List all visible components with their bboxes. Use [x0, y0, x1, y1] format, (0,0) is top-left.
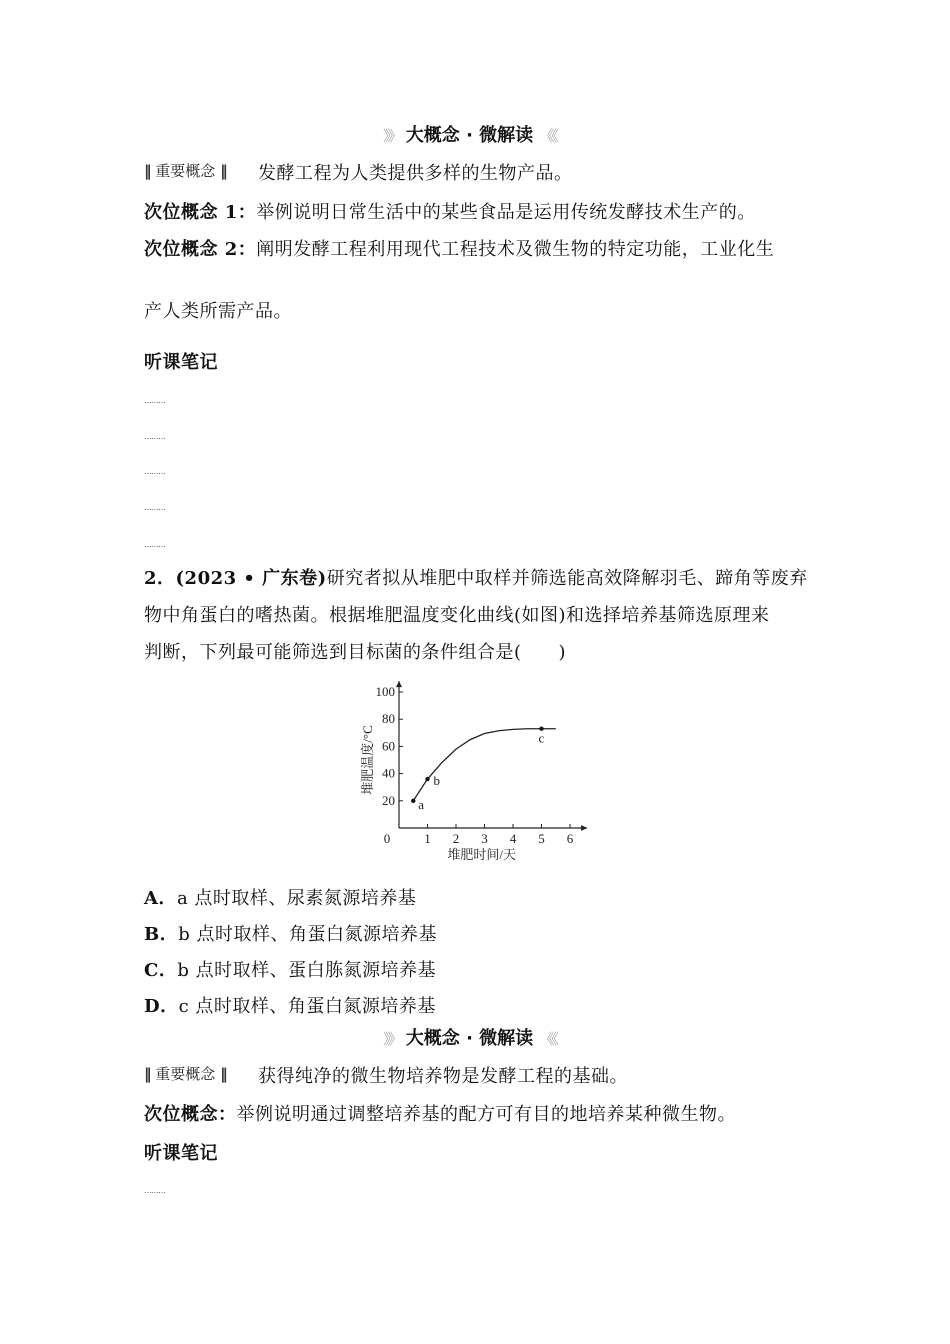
option-a[interactable]: [144, 884, 416, 910]
note-line[interactable]: ………: [144, 396, 165, 405]
question-number: 2．: [144, 568, 176, 589]
y-tick-label: 40: [382, 765, 395, 781]
tag-bar-icon: ‖: [220, 162, 227, 180]
note-line[interactable]: ………: [144, 503, 165, 512]
key-concept-text: 发酵工程为人类提供多样的生物产品。: [258, 163, 573, 184]
sub-concept-1: [144, 198, 756, 224]
sub-concept: [144, 1100, 736, 1126]
y-tick-label: 80: [382, 711, 395, 727]
x-axis-arrow-icon: [581, 825, 587, 831]
sub-concept-2-continued: 产人类所需产品。: [144, 301, 292, 322]
tag-bar-icon: ‖: [144, 162, 151, 180]
x-tick-label: 3: [481, 831, 488, 846]
tag-bar-icon: ‖: [144, 1065, 151, 1083]
data-point-a: [411, 799, 415, 803]
option-c[interactable]: [144, 956, 436, 982]
sub-concept-2: [144, 235, 774, 261]
y-tick-label: 60: [382, 738, 395, 754]
note-line[interactable]: ………: [144, 540, 165, 549]
sub-concept-2-label: 次位概念 2：: [144, 239, 257, 260]
y-tick-label: 20: [382, 792, 395, 808]
key-concept-text: 获得纯净的微生物培养物是发酵工程的基础。: [258, 1066, 628, 1087]
x-tick-label: 2: [452, 831, 460, 846]
banner-left-chevrons: 》》: [383, 127, 400, 145]
data-point-label-b: b: [433, 773, 440, 789]
sub-concept-2-text: 阐明发酵工程利用现代工程技术及微生物的特定功能，工业化生: [256, 239, 775, 260]
sub-concept-1-text: 举例说明日常生活中的某些食品是运用传统发酵技术生产的。: [256, 202, 756, 223]
x-tick-label: 4: [509, 831, 517, 846]
note-line[interactable]: ………: [144, 1186, 165, 1195]
option-letter: B．: [144, 924, 179, 945]
banner-right-chevrons: 《《: [539, 127, 556, 145]
section-banner: [383, 1024, 556, 1050]
data-point-label-c: c: [538, 730, 545, 746]
question-line-1: [144, 564, 808, 590]
x-tick-label: 0: [383, 831, 391, 846]
option-letter: D．: [144, 996, 179, 1017]
option-text: b 点时取样、角蛋白氮源培养基: [178, 924, 437, 945]
option-text: b 点时取样、蛋白胨氮源培养基: [177, 960, 437, 981]
x-tick-label: 1: [424, 831, 431, 846]
option-d[interactable]: [144, 992, 436, 1018]
banner-title: 大概念 · 微解读: [405, 125, 534, 146]
x-tick-label: 6: [566, 831, 574, 846]
key-concept-tag: [144, 1063, 227, 1084]
key-concept-tag-label: 重要概念: [155, 1065, 216, 1083]
notes-title: 听课笔记: [144, 352, 218, 373]
temperature-series-line: [413, 729, 556, 801]
x-axis-label: 堆肥时间/天: [447, 847, 516, 862]
data-point-b: [425, 777, 429, 781]
data-point-label-a: a: [418, 796, 425, 812]
option-text: a 点时取样、尿素氮源培养基: [176, 888, 417, 909]
question-text-1: 研究者拟从堆肥中取样并筛选能高效降解羽毛、蹄角等废弃: [326, 568, 808, 589]
question-line-2: 物中角蛋白的嗜热菌。根据堆肥温度变化曲线(如图)和选择培养基筛选原理来: [144, 605, 770, 626]
banner-title: 大概念 · 微解读: [405, 1028, 534, 1049]
y-axis-label: 堆肥温度/°C: [360, 725, 375, 795]
temperature-curve-chart: [355, 670, 595, 865]
y-axis-arrow-icon: [396, 681, 402, 687]
option-text: c 点时取样、角蛋白氮源培养基: [178, 996, 436, 1017]
y-tick-label: 100: [375, 684, 395, 699]
sub-concept-label: 次位概念：: [144, 1104, 237, 1125]
note-line[interactable]: ………: [144, 467, 165, 476]
key-concept-tag-label: 重要概念: [155, 162, 216, 180]
option-letter: A．: [144, 888, 177, 909]
question-line-3: 判断，下列最可能筛选到目标菌的条件组合是( ): [144, 642, 567, 663]
banner-right-chevrons: 《《: [539, 1030, 556, 1048]
question-source: (2023 • 广东卷): [175, 568, 327, 589]
x-tick-label: 5: [538, 831, 545, 846]
notes-title: 听课笔记: [144, 1143, 218, 1164]
tag-bar-icon: ‖: [220, 1065, 227, 1083]
note-line[interactable]: ………: [144, 432, 165, 441]
section-banner: [383, 121, 556, 147]
option-b[interactable]: [144, 920, 437, 946]
sub-concept-text: 举例说明通过调整培养基的配方可有目的地培养某种微生物。: [236, 1104, 736, 1125]
banner-left-chevrons: 》》: [383, 1030, 400, 1048]
key-concept-tag: [144, 160, 227, 181]
option-letter: C．: [144, 960, 178, 981]
sub-concept-1-label: 次位概念 1：: [144, 202, 257, 223]
